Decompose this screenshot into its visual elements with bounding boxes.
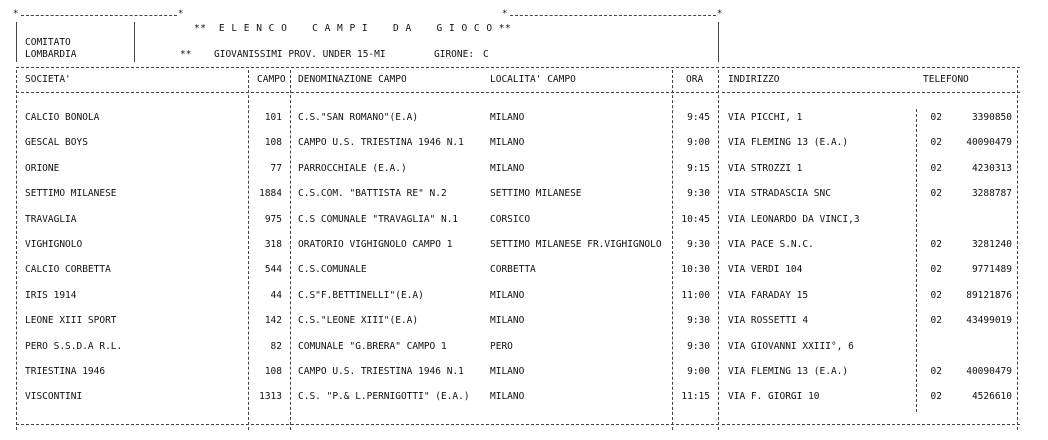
cell-tel-number: 43499019 [966, 315, 1012, 327]
cell-denominazione: C.S. "P.& L.PERNIGOTTI" (E.A.) [298, 391, 470, 403]
cell-indirizzo: VIA STROZZI 1 [728, 162, 803, 174]
cell-campo: 975 [264, 213, 282, 225]
cell-tel-prefix: 02 [930, 391, 942, 403]
cell-localita: CORBETTA [490, 264, 536, 276]
col-border-right-end [1017, 70, 1018, 430]
cell-tel-number: 3281240 [971, 239, 1012, 250]
cell-denominazione: PARROCCHIALE (E.A.) [298, 162, 407, 174]
cell-tel-number: 89121876 [966, 289, 1012, 301]
cell-denominazione: ORATORIO VIGHIGNOLO CAMPO 1 [298, 239, 453, 250]
cell-localita: MILANO [490, 366, 525, 377]
cell-localita: SETTIMO MILANESE FR.VIGHIGNOLO [490, 239, 662, 250]
cell-campo: 44 [270, 289, 282, 301]
column-header-campo: CAMPO [257, 74, 286, 85]
cell-indirizzo: VIA FLEMING 13 (E.A.) [728, 137, 849, 149]
cell-campo: 108 [264, 366, 282, 377]
cell-societa: ORIONE [25, 162, 60, 174]
cell-societa: GESCAL BOYS [25, 137, 88, 149]
cell-denominazione: C.S"F.BETTINELLI"(E.A) [298, 289, 424, 301]
cell-tel-prefix: 02 [930, 366, 942, 377]
column-header-ora: ORA [686, 74, 704, 85]
col-border-left [16, 70, 17, 430]
cell-tel-prefix: 02 [930, 239, 942, 250]
cell-localita: SETTIMO MILANESE [490, 188, 582, 200]
column-header-separator-left [16, 92, 719, 93]
cell-societa: VIGHIGNOLO [25, 239, 83, 250]
cell-societa: CALCIO BONOLA [25, 112, 100, 123]
column-header-societa: SOCIETA' [25, 74, 71, 85]
cell-societa: TRAVAGLIA [25, 213, 77, 225]
cell-societa: CALCIO CORBETTA [25, 264, 111, 276]
cell-indirizzo: VIA LEONARDO DA VINCI,3 [728, 213, 860, 225]
cell-ora: 9:30 [687, 315, 710, 327]
cell-localita: MILANO [490, 289, 525, 301]
corner-star-mid-right: * [502, 9, 508, 19]
document-title: ** E L E N C O C A M P I D A G I O C O ** [194, 23, 512, 34]
cell-tel-prefix: 02 [930, 289, 942, 301]
top-dashed-rule-right [510, 15, 716, 16]
cell-tel-prefix: 02 [930, 137, 942, 149]
col-border-denominazione [290, 70, 291, 430]
cell-indirizzo: VIA STRADASCIA SNC [728, 188, 831, 200]
cell-ora: 9:00 [687, 366, 710, 377]
corner-star-right: * [717, 9, 723, 19]
header-separator-left [16, 67, 719, 68]
cell-indirizzo: VIA PACE S.N.C. [728, 239, 814, 250]
cell-indirizzo: VIA F. GIORGI 10 [728, 391, 820, 403]
cell-ora: 11:00 [681, 289, 710, 301]
cell-indirizzo: VIA PICCHI, 1 [728, 112, 803, 123]
cell-indirizzo: VIA FARADAY 15 [728, 289, 809, 301]
cell-denominazione: C.S."LEONE XIII"(E.A) [298, 315, 419, 327]
cell-societa: LEONE XIII SPORT [25, 315, 117, 327]
cell-campo: 82 [270, 340, 282, 352]
cell-denominazione: CAMPO U.S. TRIESTINA 1946 N.1 [298, 137, 464, 149]
committee-label-line2: LOMBARDIA [25, 49, 77, 60]
cell-societa: TRIESTINA 1946 [25, 366, 106, 377]
frame-left-border [16, 22, 17, 62]
girone-value: C [483, 49, 489, 60]
cell-indirizzo: VIA ROSSETTI 4 [728, 315, 809, 327]
cell-denominazione: COMUNALE "G.BRERA" CAMPO 1 [298, 340, 447, 352]
cell-tel-number: 40090479 [966, 366, 1012, 377]
cell-tel-prefix: 02 [930, 162, 942, 174]
top-dashed-rule-left [21, 15, 177, 16]
cell-tel-number: 40090479 [966, 137, 1012, 149]
header-separator-right [722, 67, 1020, 68]
cell-localita: MILANO [490, 315, 525, 327]
cell-tel-prefix: 02 [930, 188, 942, 200]
column-header-telefono: TELEFONO [923, 74, 969, 85]
girone-label: GIRONE: [434, 49, 475, 60]
cell-localita: MILANO [490, 112, 525, 123]
cell-localita: CORSICO [490, 213, 531, 225]
cell-societa: SETTIMO MILANESE [25, 188, 117, 200]
cell-indirizzo: VIA VERDI 104 [728, 264, 803, 276]
column-header-denominazione: DENOMINAZIONE CAMPO [298, 74, 407, 85]
corner-star-left: * [13, 9, 19, 19]
committee-label-line1: COMITATO [25, 37, 71, 48]
cell-ora: 9:30 [687, 188, 710, 200]
cell-tel-number: 4526610 [971, 391, 1012, 403]
cell-denominazione: C.S.COMUNALE [298, 264, 367, 276]
cell-denominazione: C.S."SAN ROMANO"(E.A) [298, 112, 419, 123]
cell-tel-prefix: 02 [930, 264, 942, 276]
col-border-ora [672, 70, 673, 430]
cell-societa: VISCONTINI [25, 391, 83, 403]
cell-tel-number: 9771489 [971, 264, 1012, 276]
cell-societa: IRIS 1914 [25, 289, 77, 301]
cell-ora: 9:00 [687, 137, 710, 149]
cell-societa: PERO S.S.D.A R.L. [25, 340, 123, 352]
cell-localita: MILANO [490, 162, 525, 174]
cell-tel-number: 3288787 [971, 188, 1012, 200]
cell-tel-number: 3390850 [971, 112, 1012, 123]
cell-tel-prefix: 02 [930, 112, 942, 123]
cell-campo: 108 [264, 137, 282, 149]
cell-campo: 101 [264, 112, 282, 123]
frame-right-border [718, 22, 719, 62]
championship-stars: ** [180, 49, 192, 60]
cell-campo: 1884 [259, 188, 282, 200]
col-border-campo [248, 70, 249, 430]
cell-campo: 318 [264, 239, 282, 250]
cell-campo: 1313 [259, 391, 282, 403]
cell-campo: 544 [264, 264, 282, 276]
cell-localita: MILANO [490, 391, 525, 403]
cell-denominazione: CAMPO U.S. TRIESTINA 1946 N.1 [298, 366, 464, 377]
table-bottom-rule-right [722, 424, 1020, 425]
cell-ora: 9:45 [687, 112, 710, 123]
col-border-telefono [916, 109, 917, 412]
column-header-separator-right [722, 92, 1020, 93]
corner-star-mid-left: * [178, 9, 184, 19]
cell-indirizzo: VIA FLEMING 13 (E.A.) [728, 366, 849, 377]
cell-tel-number: 4230313 [971, 162, 1012, 174]
cell-ora: 9:30 [687, 239, 710, 250]
cell-ora: 10:30 [681, 264, 710, 276]
cell-tel-prefix: 02 [930, 315, 942, 327]
table-bottom-rule-left [16, 424, 719, 425]
cell-indirizzo: VIA GIOVANNI XXIII°, 6 [728, 340, 854, 352]
column-header-indirizzo: INDIRIZZO [728, 74, 780, 85]
cell-localita: MILANO [490, 137, 525, 149]
cell-ora: 9:15 [687, 162, 710, 174]
col-border-right-left-block [718, 70, 719, 430]
cell-campo: 77 [270, 162, 282, 174]
cell-denominazione: C.S.COM. "BATTISTA RE" N.2 [298, 188, 447, 200]
committee-box-divider [134, 22, 135, 62]
cell-campo: 142 [264, 315, 282, 327]
cell-denominazione: C.S COMUNALE "TRAVAGLIA" N.1 [298, 213, 459, 225]
cell-ora: 10:45 [681, 213, 710, 225]
cell-ora: 11:15 [681, 391, 710, 403]
championship-name: GIOVANISSIMI PROV. UNDER 15-MI [214, 49, 386, 60]
column-header-localita: LOCALITA' CAMPO [490, 74, 576, 85]
cell-localita: PERO [490, 340, 513, 352]
cell-ora: 9:30 [687, 340, 710, 352]
